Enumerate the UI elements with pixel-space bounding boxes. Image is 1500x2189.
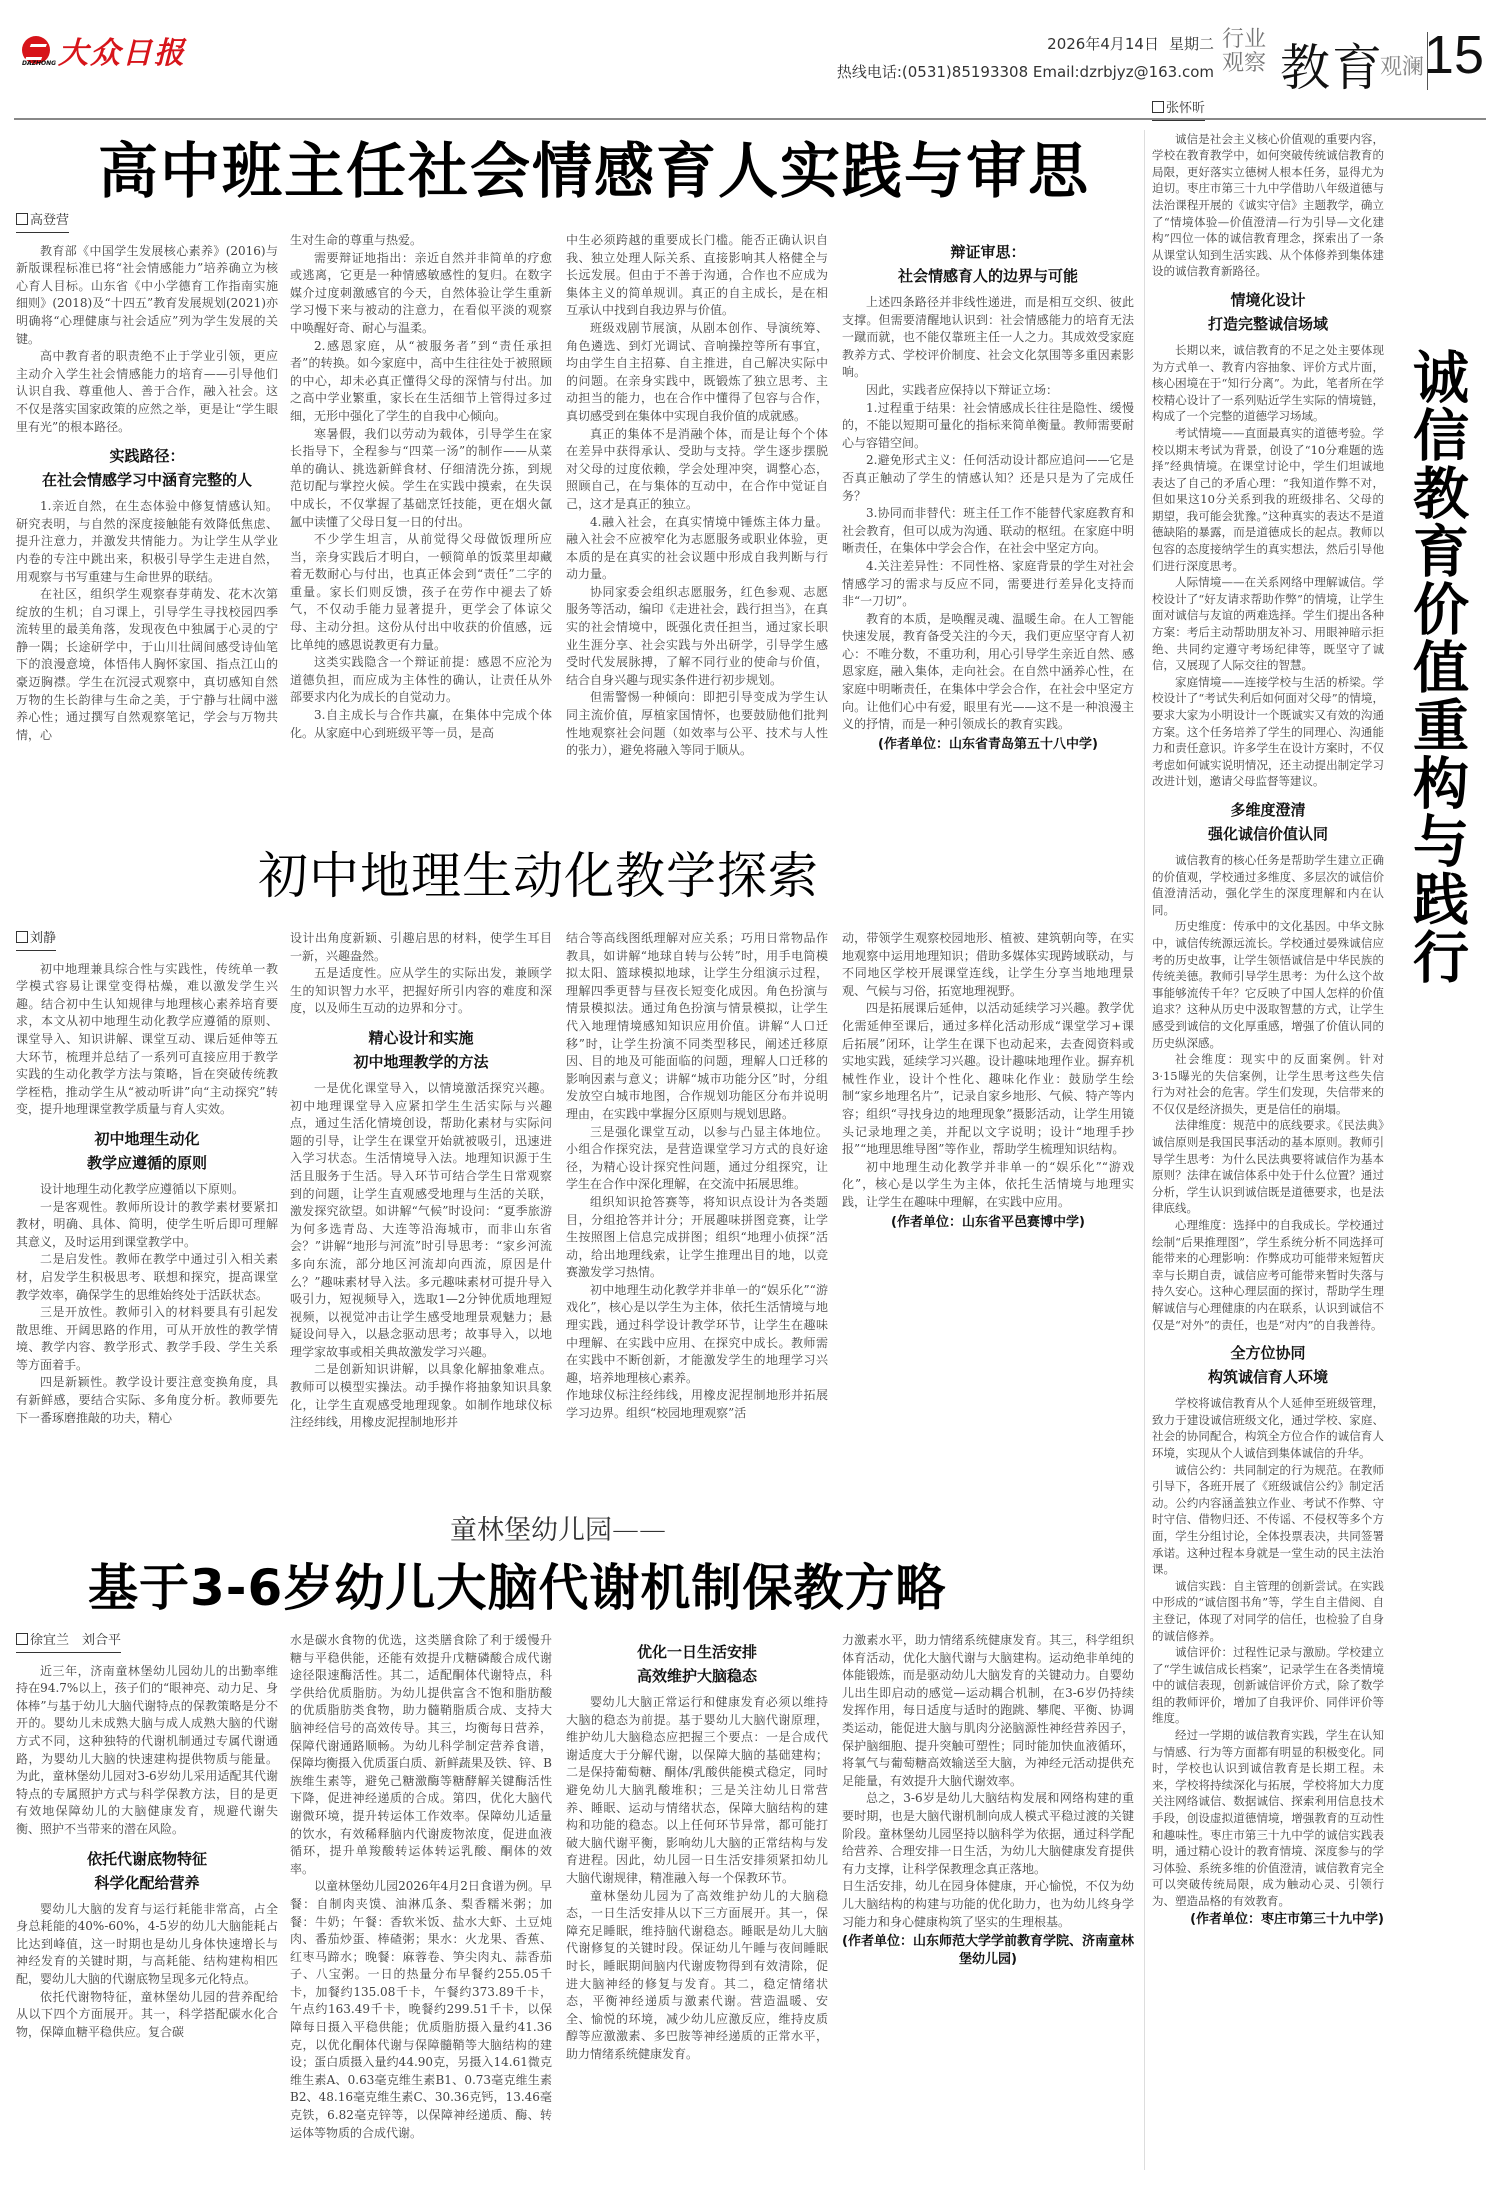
paragraph: 学校将诚信教育从个人延伸至班级管理，致力于建设诚信班级文化，通过学校、家庭、社会的协同配合，构筑全方位合作的诚信育人环境，实现从个人诚信到集体诚信的升华。 [1152, 1396, 1384, 1460]
article2-subhead2: 精心设计和实施 初中地理教学的方法 [353, 1028, 489, 1071]
paragraph: 协同家委会组织志愿服务，红色参观、志愿服务等活动，编印《走进社会，践行担当》，在真实的社会情境中，既强化责任担当，通过家长职业生涯分享、社会实践与外出研学，引导学生感受时代发展脉搏，了解不同行业的使命与价值，结合自身兴趣与现实条件进行初步规划。 [566, 584, 828, 687]
article1-subhead1: 实践路径： 在社会情感学习中涵育完整的人 [41, 447, 252, 490]
paragraph: 考试情境——直面最真实的道德考验。学校以期末考试为背景，创设了“10分难题的选择”经典情境。在课堂讨论中，学生们坦诚地表达了自己的矛盾心理：“我知道作弊不对，但如果这10分关系到我的班级排名、父母的期望，我可能会犹豫。”这种真实的表达不是道德缺陷的暴露，而是道德成长的起点。教师以包容的态度接纳学生的真实想法，然后引导他们进行深度思考。 [1152, 425, 1384, 573]
article3-col2 [290, 1632, 552, 2180]
header-info [837, 30, 1214, 86]
paragraph: 初中地理生动化教学并非单一的“娱乐化”“游戏化”，核心是以学生为主体，依托生活情境与地理实践，让学生在趣味中理解，在实践中应用。 [842, 1159, 1134, 1209]
logo-en: DAZHONG [22, 60, 57, 67]
paragraph: 三是强化课堂互动，以参与凸显主体地位。小组合作探究法，是营造课堂学习方式的良好途径，为精心设计探究性问题，通过分组探究，让学生在合作中深化理解，在交流中拓展思维。 [566, 1124, 828, 1192]
paragraph: 设计地理生动化教学应遵循以下原则。 [40, 1181, 245, 1196]
paragraph: 心理维度：选择中的自我成长。学校通过绘制“后果推理图”，学生系统分析不同选择可能带来的心理影响：作弊成功可能带来短暂庆幸与长期自责，诚信应考可能带来暂时失落与持久安心。这种心理层面的探讨，帮助学生理解诚信与心理健康的内在联系，认识到诚信不仅是“对外”的责任，也是“对内”的自我善待。 [1152, 1218, 1384, 1332]
article1-subhead2: 辩证审思： 社会情感育人的边界与可能 [897, 243, 1078, 285]
paragraph: 2.避免形式主义：任何活动设计都应追问——它是否真正触动了学生的情感认知？还是只是为了完成任务？ [842, 453, 1134, 503]
paragraph: 三是开放性。教师引入的材料要具有引起发散思维、开阔思路的作用，可从开放性的教学情境、教学内容、教学形式、教学手段、学生关系等方面着手。 [16, 1305, 278, 1372]
square-box-icon [16, 1633, 28, 1645]
article3-subhead2: 优化一日生活安排 高效维护大脑稳态 [636, 1643, 757, 1685]
paragraph: 二是创新知识讲解，以具象化解抽象难点。教师可以模型实操法。动手操作将抽象知识具象化，让学生直观感受地理现象。如制作地球仪标注经纬线，用橡皮泥捏制地形并 [290, 1362, 552, 1430]
paragraph: 高中教育者的职责绝不止于学业引领，更应主动介入学生社会情感能力的培育——引导他们认识自我、尊重他人、善于合作，融入社会。这不仅是落实国家政策的应然之举，更是让“学生眼里有光”的根本路径。 [16, 349, 278, 434]
article2-col3 [566, 930, 828, 1478]
section-tag: 观澜 [1379, 55, 1424, 80]
article2-author-unit: (作者单位：山东省平邑赛博中学) [891, 1214, 1085, 1230]
section-subtitle [1216, 28, 1272, 76]
paragraph: 寒暑假，我们以劳动为载体，引导学生在家长指导下，全程参与“四菜一汤”的制作——从菜单的确认、挑选新鲜食材、仔细清洗分拣，到规范切配与掌控火候。学生在实践中摸索，在失误中成长，不仅掌握了基础烹饪技能，更在烟火氤氲中读懂了父母日复一日的付出。 [290, 426, 552, 529]
paragraph: 诚信教育的核心任务是帮助学生建立正确的价值观，学校通过多维度、多层次的诚信价值澄清活动，强化学生的深度理解和内在认同。 [1152, 852, 1384, 917]
hotline: 热线电话:(0531)85193308 Email:dzrbjyz@163.com [836, 63, 1214, 81]
column-divider [1144, 130, 1145, 2170]
paragraph: 长期以来，诚信教育的不足之处主要体现为方式单一、教育内容抽象、评价方式片面，核心困境在于“知行分离”。为此，笔者所在学校精心设计了一系列贴近学生实际的情境链，构成了一个完整的道德学习场域。 [1152, 342, 1384, 424]
section-sub-1: 行业 [1221, 27, 1266, 52]
paragraph: 上述四条路径并非线性递进，而是相互交织、彼此支撑。但需要清醒地认识到：社会情感能力的培育无法一蹴而就，也不能仅靠班主任一人之力。其成效受家庭教养方式、学校评价制度、社会文化氛围等多重因素影响。 [842, 295, 1134, 380]
section-sub-2: 观察 [1221, 51, 1266, 76]
paragraph: 中生必须跨越的重要成长门槛。能否正确认识自我、独立处理人际关系、直接影响其人格健全与长远发展。但由于不善于沟通，合作也不应成为集体主义的简单规训。真正的自主成长，是在相互承认中找到自我边界与价值。 [566, 233, 828, 318]
paragraph: 结合等高线图纸理解对应关系；巧用日常物品作教具，如讲解“地球自转与公转”时，用手电筒模拟太阳、篮球模拟地球，让学生分组演示过程，理解四季更替与昼夜长短变化成因。角色扮演与情景模拟法。通过角色扮演与情景模拟，让学生代入地理情境感知知识应用价值。讲解“人口迁移”时，让学生扮演不同类型移民，阐述迁移原因、目的地及可能面临的问题，理解人口迁移的影响因素与意义；讲解“城市功能分区”时，分组发放空白城市地图，合作规划功能区分布并说明理由，在实践中掌握分区原则与规划思路。 [566, 931, 828, 1121]
paragraph: 法律维度：规范中的底线要求。《民法典》诚信原则是我国民事活动的基本原则。教师引导学生思考：为什么民法典要将诚信作为基本原则？法律在诚信体系中处于什么位置？通过分析，学生认识到诚信既是道德要求，也是法律底线。 [1152, 1118, 1384, 1216]
paragraph: 在社区，组织学生观察春芽萌发、花木次第绽放的生机；自习课上，引导学生寻找校园四季流转里的最美角落，发现夜色中独属于心灵的宁静一隅；长途研学中，于山川壮阔间感受诗仙笔下的浪漫意境，体悟伟人胸怀家国、指点江山的豪迈胸襟。学生在沉浸式观察中，真切感知自然万物的生长韵律与生命之美，于宁静与壮阔中滋养心性；通过撰写自然观察笔记，学会与万物共情，心 [16, 587, 278, 742]
issue-weekday: 星期二 [1168, 35, 1214, 53]
paragraph: 1.亲近自然，在生态体验中修复情感认知。研究表明，与自然的深度接触能有效降低焦虑、提升注意力，并激发共情能力。为让学生从学业内卷的专注中跳出来，积极引导学生走进自然，用观察与书写重建与生命世界的联结。 [16, 499, 278, 584]
paragraph: 家庭情境——连接学校与生活的桥梁。学校设计了“考试失利后如何面对父母”的情境，要求大家为小明设计一个既诚实又有效的沟通方案。这个任务培养了学生的同理心、沟通能力和责任意识。许多学生在设计方案时，不仅考虑如何诚实说明情况，还主动提出制定学习改进计划，邀请父母监督等建议。 [1152, 674, 1384, 789]
logo-cn: 大众日报 [58, 36, 186, 71]
newspaper-logo [22, 28, 186, 72]
article3-kicker: 童林堡幼儿园—— [450, 1515, 666, 1546]
article3-title: 基于3-6岁幼儿大脑代谢机制保教方略 [88, 1559, 947, 1617]
paragraph: 3.自主成长与合作共赢，在集体中完成个体化。从家庭中心到班级平等一员，是高 [290, 708, 552, 740]
paragraph: 这类实践隐含一个辩证前提：感恩不应沦为道德负担，而应成为主体性的确认，让责任从外部要求内化为成长的自觉动力。 [290, 655, 552, 705]
paragraph: 诚信评价：过程性记录与激励。学校建立了“学生诚信成长档案”，记录学生在各类情境中的诚信表现，创新诚信评价方式，除了数学组的教师评价，增加了自我评价、同伴评价等维度。 [1152, 1645, 1384, 1726]
article2-title: 初中地理生动化教学探索 [258, 847, 819, 905]
paragraph: 水是碳水食物的优选，这类膳食除了利于缓慢升糖与平稳供能，还能有效提升戊糖磷酸合成代谢途径限速酶活性。其二，适配酮体代谢特点，科学供给优质脂肪。为幼儿提供富含不饱和脂肪酸的优质脂肪类食物，助力髓鞘脂质合成、支持大脑神经信号的高效传导。其三，均衡每日营养，保障代谢通路顺畅。为幼儿科学制定营养食谱，保障均衡摄入优质蛋白质、新鲜蔬果及铁、锌、B族维生素等，避免己糖激酶等糖酵解关键酶活性下降，促进神经递质的合成。第四，优化大脑代谢微环境，提升转运体工作效率。保障幼儿适量的饮水，有效稀释脑内代谢废物浓度，促进血液循环，提升单羧酸转运体转运乳酸、酮体的效率。 [290, 1633, 552, 1876]
paragraph: 诚信实践：自主管理的创新尝试。在实践中形成的“诚信图书角”等，学生自主借阅、自主登记，体现了对同学的信任，也检验了自身的诚信修养。 [1152, 1578, 1384, 1643]
paragraph: 因此，实践者应保持以下辩证立场： [866, 382, 1059, 397]
article2-byline: 刘静 [16, 930, 56, 951]
article1-author-unit: (作者单位：山东省青岛第五十八中学) [878, 736, 1098, 752]
page-number: 15 [1423, 25, 1484, 85]
paragraph: 童林堡幼儿园为了高效维护幼儿的大脑稳态，一日生活安排从以下三方面展开。其一，保障充足睡眠，维持脑代谢稳态。睡眠是幼儿大脑代谢修复的关键时段。保证幼儿午睡与夜间睡眠时长，睡眠期间脑内代谢废物得到有效清除，促进大脑神经的修复与发育。其二，稳定情绪状态，平衡神经递质与激素代谢。营造温暖、安全、愉悦的环境，减少幼儿应激反应，维持皮质醇等应激激素、多巴胺等神经递质的正常水平，助力情绪系统健康发育。 [566, 1888, 828, 2061]
paragraph: 1.过程重于结果：社会情感成长往往是隐性、缓慢的，不能以短期可量化的指标来简单衡量。教师需要耐心与容错空间。 [842, 400, 1134, 450]
article4-byline: 张怀昕 [1152, 101, 1205, 121]
paragraph: 依托代谢物特征，童林堡幼儿园的营养配给从以下四个方面展开。其一，科学搭配碳水化合物，保障血糖平稳供应。复合碳 [16, 1989, 278, 2039]
paragraph: 经过一学期的诚信教育实践，学生在认知与情感、行为等方面都有明显的积极变化。同时，学校也认识到诚信教育是长期工程。未来，学校将持续深化与拓展，学校将加大力度关注网络诚信、数据诚信、探索利用信息技术手段，创设虚拟道德情境，增强教育的互动性和趣味性。枣庄市第三十九中学的诚信实践表明，通过精心设计的教育情境、深度参与的学习体验、系统多维的价值澄清，诚信教育完全可以突破传统局限，成为触动心灵、引领行为、塑造品格的有效教育。 [1152, 1728, 1384, 1908]
paragraph: 诚信公约：共同制定的行为规范。在教师引导下，各班开展了《班级诚信公约》制定活动。公约内容涵盖独立作业、考试不作弊、守时守信、借物归还、不传谣、不侵权等多个方面，学生分组讨论，全体投票表决，共同签署承诺。这种过程本身就是一堂生动的民主法治课。 [1152, 1462, 1384, 1577]
paragraph: 3.协同而非替代：班主任工作不能替代家庭教育和社会教育，但可以成为沟通、联动的枢纽。在家庭中明晰责任，在集体中学会合作，在社会中坚定方向。 [842, 506, 1134, 556]
issue-date: 2026年4月14日 [1047, 35, 1159, 53]
article3-subhead1: 依托代谢底物特征 科学化配给营养 [86, 1849, 207, 1892]
square-box-icon [1152, 101, 1164, 113]
paragraph: 一是优化课堂导入，以情境激活探究兴趣。初中地理课堂导入应紧扣学生生活实际与兴趣点，通过生活化情境创设，帮助化素材与实际问题的引导，让学生在课堂开始就被吸引，迅速进入学习状态。生活情境导入法。地理知识源于生活且服务于生活。导入环节可结合学生日常观察到的问题，让学生直观感受地理与生活的关联，激发探究欲望。如讲解“气候”时设问：“夏季旅游为何多选青岛、大连等沿海城市，而非山东省会？”讲解“地形与河流”时引导思考：“家乡河流多向东流，部分地区河流却向西流，原因是什么？”趣味素材导入法。多元趣味素材可提升导入吸引力，短视频导入，选取1—2分钟优质地理短视频，以视觉冲击让学生感受地理景观魅力；悬疑设问导入，以悬念驱动思考；故事导入，以地理学家故事或相关典故激发学习兴趣。 [290, 1080, 552, 1359]
paragraph: 五是适度性。应从学生的实际出发，兼顾学生的知识智力水平，把握好所引内容的难度和深度，以及师生互动的边界和分寸。 [290, 966, 552, 1016]
article2-col4 [842, 930, 1134, 1478]
paragraph: 以童林堡幼儿园2026年4月2日食谱为例。早餐：自制肉夹馍、油淋瓜条、梨香糯米粥；加餐：牛奶；午餐：香软米饭、盐水大虾、土豆炖肉、番茄炒蛋、棒碴粥；果水：火龙果、香蕉、红枣马蹄水；晚餐：麻蓉卷、笋尖肉丸、蒜香茄子、八宝粥。一日的热量分布早餐约255.05千卡，加餐约135.08千卡，午餐约373.89千卡，午点约163.49千卡，晚餐约299.51千卡，以保障每日摄入平稳供能；优质脂肪摄入量约41.36克，以优化酮体代谢与保障髓鞘等大脑结构的建设；蛋白质摄入量约44.90克，另摄入14.61微克维生素A、0.63毫克维生素B1、0.73毫克维生素B2、48.16毫克维生素C、30.36克钙，13.46毫克铁，6.82毫克锌等，以保障神经递质、酶、转运体等物质的合成代谢。 [290, 1879, 552, 2140]
article4-column [1152, 100, 1384, 2180]
paragraph: 力激素水平，助力情绪系统健康发育。其三，科学组织体育活动，优化大脑代谢与大脑建构。运动绝非单纯的体能锻炼，而是驱动幼儿大脑发育的关键动力。自婴幼儿出生即启动的感觉—运动耦合机制，在3-6岁仍持续发挥作用，每日适度与适时的跑跳、攀爬、平衡、协调类运动，能促进大脑与肌肉分泌脑源性神经营养因子，保护脑细胞、提升突触可塑性；同时能加快血液循环，将氧气与葡萄糖高效输送至大脑，为神经元活动提供充足能量，有效提升大脑代谢效率。 [842, 1633, 1134, 1788]
paragraph: 初中地理兼具综合性与实践性，传统单一教学模式容易让课堂变得枯燥，难以激发学生兴趣。结合初中生认知规律与地理核心素养培育要求，本文从初中地理生动化教学应遵循的原则、课堂导入、知识讲解、课堂互动、课后延伸等五大环节，梳理并总结了一系列可直接应用于教学实践的生动化教学方法与策略，旨在突破传统教学桎梏，推动学生从“被动听讲”向“主动探究”转变，提升地理课堂教学质量与育人实效。 [16, 961, 278, 1117]
article2-col2 [290, 930, 552, 1478]
paragraph: 但需警惕一种倾向：即把引导变成为学生认同主流价值，厚植家国情怀，也要鼓励他们批判性地观察社会问题（如效率与公平、技术与人性的张力），避免将融入等同于顺从。 [566, 690, 828, 758]
article1-title: 高中班主任社会情感育人实践与审思 [98, 137, 1090, 207]
article1-col2 [290, 232, 552, 824]
article2-col1 [16, 930, 278, 1478]
square-box-icon [16, 931, 28, 943]
paragraph: 动，带领学生观察校园地形、植被、建筑朝向等，在实地观察中运用地理知识；借助多媒体实现跨域联动，与不同地区学校开展课堂连线，让学生分享当地地理景观、气候与习俗，拓宽地理视野。 [842, 931, 1134, 998]
paragraph: 诚信是社会主义核心价值观的重要内容，学校在教育教学中，如何突破传统诚信教育的局限，更好落实立德树人根本任务，显得尤为迫切。枣庄市第三十九中学借助八年级道德与法治课程开展的《诚实守信》主题教学，确立了“情境体验—价值澄清—行为引导—文化建构”四位一体的诚信教育理念，探索出了一条从课堂认知到生活实践、从个体修养到集体建设的诚信教育新路径。 [1152, 131, 1384, 279]
paragraph: 初中地理生动化教学并非单一的“娱乐化”“游戏化”，核心是以学生为主体，依托生活情境与地理实践，通过科学设计教学环节，让学生在趣味中理解、在实践中应用、在探究中成长。教师需在实践中不断创新，才能激发学生的地理学习兴趣，培养地理核心素养。 [566, 1282, 828, 1385]
paragraph: 总之，3-6岁是幼儿大脑结构发展和网络构建的重要时期，也是大脑代谢机制向成人模式平稳过渡的关键阶段。童林堡幼儿园坚持以脑科学为依据，通过科学配给营养、合理安排一日生活，为幼儿大脑健康发育提供有力支撑，让科学保教理念真正落地。 [842, 1791, 1134, 1876]
paragraph: 4.关注差异性：不同性格、家庭背景的学生对社会情感学习的需求与反应不同，需要进行差异化支持而非“一刀切”。 [842, 558, 1134, 609]
article1-col1 [16, 212, 278, 824]
paragraph: 2.感恩家庭，从“被服务者”到“责任承担者”的转换。如今家庭中，高中生往往处于被照顾的中心，却未必真正懂得父母的深情与付出。加之高中学业繁重，家长在生活细节上管得过多过细，无形中强化了学生的自我中心倾向。 [290, 338, 552, 423]
paragraph: 四是新颖性。教学设计要注意变换角度，具有新鲜感，要结合实际、多角度分析。教师要先下一番琢磨推敲的功夫，精心 [16, 1375, 278, 1425]
paragraph: 作地球仪标注经纬线，用橡皮泥捏制地形并拓展学习边界。组织“校园地理观察”活 [566, 1388, 828, 1421]
paragraph: 日生活安排，幼儿在园身体健康，开心愉悦，不仅为幼儿大脑结构的构建与功能的优化助力，也为幼儿终身学习能力和身心健康构筑了坚实的生理根基。 [842, 1879, 1134, 1929]
paragraph: 二是启发性。教师在教学中通过引入相关素材，启发学生积极思考、联想和探究，提高课堂教学效率，确保学生的思维始终处于活跃状态。 [16, 1252, 278, 1302]
paragraph: 社会维度：现实中的反面案例。针对3·15曝光的失信案例，让学生思考这些失信行为对社会的危害。学生们发现，失信带来的不仅仅是经济损失，更是信任的崩塌。 [1152, 1052, 1384, 1116]
article3-byline: 徐宜兰 刘合平 [16, 1632, 121, 1653]
paragraph: 一是客观性。教师所设计的教学素材要紧扣教材，明确、具体、简明，使学生听后即可理解其意义，及时运用到课堂教学中。 [16, 1199, 278, 1249]
paragraph: 近三年，济南童林堡幼儿园幼儿的出勤率维持在94.7%以上，孩子们的“眼神亮、动力足、身体棒”与基于幼儿大脑代谢特点的保教策略是分不开的。婴幼儿未成熟大脑与成人成熟大脑的代谢方式不同，这种独特的代谢机制通过专属代谢通路，为婴幼儿大脑的快速建构提供物质与能量。为此，童林堡幼儿园对3-6岁幼儿采用适配其代谢特点的专属照护方式与科学保教方法，目的是更有效地保障幼儿的大脑健康发育，规避代谢失衡、照护不当带来的潜在风险。 [16, 1663, 278, 1836]
article1-byline: 高登营 [16, 212, 69, 233]
article4-subhead1: 情境化设计 打造完整诚信场域 [1207, 290, 1328, 333]
article4-subhead2: 多维度澄清 强化诚信价值认同 [1207, 800, 1328, 843]
paragraph: 设计出角度新颖、引趣启思的材料，使学生耳目一新，兴趣盎然。 [290, 931, 552, 963]
article3-author-unit: (作者单位：山东师范大学学前教育学院、济南童林堡幼儿园) [842, 1934, 1134, 1967]
paragraph: 班级戏剧节展演，从剧本创作、导演统筹、角色遴选、到灯光调试、音响操控等所有事宜，均由学生自主招募、自主推进，自己解决实际中的问题。在亲身实践中，既锻炼了独立思考、主动担当的能力，也在合作中懂得了包容与合作，真切感受到在集体中实现自我价值的成就感。 [566, 320, 828, 423]
article2-subhead1: 初中地理生动化 教学应遵循的原则 [86, 1129, 207, 1172]
paragraph: 需要辩证地指出：亲近自然并非简单的疗愈或逃离，它更是一种情感敏感性的复归。在数字媒介过度刺激感官的今天，自然体验让学生重新学习慢下来与被动的注意力，在看似平淡的观察中唤醒好奇、耐心与温柔。 [290, 250, 552, 335]
paragraph: 不少学生坦言，从前觉得父母做饭理所应当，亲身实践后才明白，一顿简单的饭菜里却藏着无数耐心与付出，也真正体会到“责任”二字的重量。家长们则反馈，孩子在劳作中褪去了娇气，不仅动手能力显著提升，更学会了体谅父母、主动分担。这份从付出中收获的价值感，远比单纯的感恩说教更有力量。 [290, 532, 552, 652]
paragraph: 四是拓展课后延伸，以活动延续学习兴趣。教学优化需延伸至课后，通过多样化活动形成“课堂学习+课后拓展”闭环，让学生在课下也动起来，去查阅资料或实地实践，延续学习兴趣。设计趣味地理作业。摒弃机械性作业，设计个性化、趣味化作业：鼓励学生绘制“家乡地理名片”，记录自家乡地形、气候、特产等内容；组织“寻找身边的地理现象”摄影活动，让学生用镜头记录地理之美，并配以文字说明；设计“地理手抄报”“地理思维导图”等作业，帮助学生梳理知识结构。 [842, 1001, 1134, 1157]
issue-date-line [837, 30, 1214, 58]
article4-vertical-title: 诚信教育价值重构与践行 [1404, 348, 1470, 986]
paragraph: 人际情境——在关系网络中理解诚信。学校设计了“好友请求帮助作弊”的情境，让学生面对诚信与友谊的两难选择。学生们提出各种方案：考后主动帮助朋友补习、用眼神暗示拒绝、共同约定遵守考场纪律等，既坚守了诚信，又展现了人际交往的智慧。 [1152, 575, 1384, 673]
article3-col1 [16, 1632, 278, 2180]
square-box-icon [16, 213, 28, 225]
paragraph: 教育部《中国学生发展核心素养》(2016)与新版课程标准已将“社会情感能力”培养确立为核心育人目标。山东省《中小学德育工作指南实施细则》(2018)及“十四五”教育发展规划(2021)亦明确将“心理健康与社会适应”列为学生发展的关键。 [16, 243, 278, 346]
article1-col4 [842, 232, 1134, 824]
paragraph: 组织知识抢答赛等，将知识点设计为各类题目，分组抢答并计分；开展趣味拼图竞赛，让学生按照图上信息完成拼图；组织“地理小侦探”活动，给出地理线索，让学生推理出目的地，以竞赛激发学习热情。 [566, 1194, 828, 1280]
article3-col3 [566, 1632, 828, 2180]
paragraph: 真正的集体不是消融个体，而是让每个个体在差异中获得承认、受助与支持。学生逐步摆脱对父母的过度依赖，学会处理冲突，调整心态，照顾自己，在与集体的互动中，在合作中觉证自己，这才是真正的独立。 [566, 426, 828, 511]
paragraph: 历史维度：传承中的文化基因。中华文脉中，诚信传统源远流长。学校通过晏殊诚信应考的历史故事，让学生领悟诚信是中华民族的传统美德。教师引导学生思考：为什么这个故事能够流传千年？它反映了中国人怎样的价值追求？这种从历史中汲取智慧的方式，让学生感受到诚信的文化厚重感，增强了价值认同的历史纵深感。 [1152, 919, 1384, 1050]
article4-author-unit: (作者单位：枣庄市第三十九中学) [1190, 1911, 1384, 1927]
paragraph: 婴幼儿大脑的发育与运行耗能非常高，占全身总耗能的40%-60%，4-5岁的幼儿大脑能耗占比达到峰值，这一时期也是幼儿身体快速增长与神经发育的关键时期，与高耗能、结构建构相匹配，婴幼儿大脑的代谢底物呈现多元化特点。 [16, 1901, 278, 1986]
paragraph: 4.融入社会，在真实情境中锤炼主体力量。融入社会不应被窄化为志愿服务或职业体验，更本质的是在真实的社会议题中形成自我判断与行动力量。 [566, 514, 828, 582]
article4-subhead3: 全方位协同 构筑诚信育人环境 [1207, 1344, 1328, 1387]
paragraph: 教育的本质，是唤醒灵魂、温暖生命。在人工智能快速发展，教育备受关注的今天，我们更应坚守育人初心：不唯分数，不重功利，用心引导学生亲近自然、感恩家庭，融入集体，走向社会。在自然中涵养心性，在家庭中明晰责任，在集体中学会合作，在社会中坚定方向。让他们心中有爱，眼里有光——这不是一种浪漫主义的抒情，而是一种引领成长的教育实践。 [842, 611, 1134, 732]
article3-col4 [842, 1632, 1134, 2180]
paragraph: 生对生命的尊重与热爱。 [290, 233, 423, 247]
paragraph: 婴幼儿大脑正常运行和健康发育必须以维持大脑的稳态为前提。基于婴幼儿大脑代谢原理，维护幼儿大脑稳态应把握三个要点：一是合成代谢适度大于分解代谢，以保障大脑的基础建构；二是保持葡萄糖、酮体/乳酸供能模式稳定，同时避免幼儿大脑乳酸堆积；三是关注幼儿日常营养、睡眠、运动与情绪状态，保障大脑结构的建构和功能的稳态。以上任何环节异常，都可能打破大脑代谢平衡，影响幼儿大脑的正常结构与发育进程。因此，幼儿园一日生活安排须紧扣幼儿大脑代谢规律，精准融入每一个保教环节。 [566, 1695, 828, 1885]
section-name: 教育 [1280, 39, 1384, 97]
article1-col3 [566, 232, 828, 824]
